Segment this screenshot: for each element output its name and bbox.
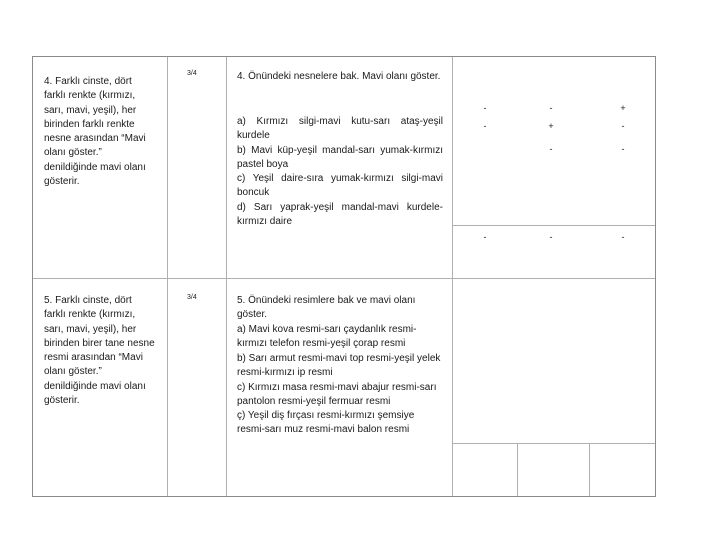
row-divider <box>452 225 655 226</box>
result-mark: - <box>549 144 553 154</box>
result-mark: + <box>620 103 626 113</box>
column-divider <box>589 443 590 496</box>
score-5: 3/4 <box>187 294 197 301</box>
learning-outcome-5: 5. Farklı cinste, dört farklı renkte (kırmızı, sarı, mavi, yeşil), her birinden birer tane nesne resmi arasından “Mavi olanı göster.” denildiğinde mavi olanı gösterir. <box>44 295 155 407</box>
item-4-option-b: b) Mavi küp-yeşil mandal-sarı yumak-kırmızı pastel boya <box>237 145 443 171</box>
row-divider <box>33 278 655 279</box>
column-divider <box>452 57 453 496</box>
item-4-option-a: a) Kırmızı silgi-mavi kutu-sarı ataş-yeşil kurdele <box>237 116 443 142</box>
column-divider <box>226 57 227 496</box>
result-mark: - <box>621 121 625 131</box>
item-5-option-c: c) Kırmızı masa resmi-mavi abajur resmi-sarı pantolon resmi-yeşil fermuar resmi <box>237 382 437 408</box>
item-title-4: 4. Önündeki nesnelere bak. Mavi olanı göster. <box>237 71 441 82</box>
result-mark: - <box>483 121 487 131</box>
item-4-option-c: c) Yeşil daire-sıra yumak-kırmızı silgi-mavi boncuk <box>237 173 443 199</box>
item-title-5: 5. Önündeki resimlere bak ve mavi olanı göster. <box>237 295 416 321</box>
column-divider <box>517 443 518 496</box>
result-mark: - <box>483 103 487 113</box>
item-5-option-b: b) Sarı armut resmi-mavi top resmi-yeşil yelek resmi-kırmızı ip resmi <box>237 353 441 379</box>
result-mark: - <box>621 144 625 154</box>
item-5-option-d: ç) Yeşil diş fırçası resmi-kırmızı şemsiye resmi-sarı muz resmi-mavi balon resmi <box>237 410 415 436</box>
item-4-option-d: d) Sarı yaprak-yeşil mandal-mavi kurdele-kırmızı daire <box>237 202 443 228</box>
row-divider <box>452 443 655 444</box>
result-mark: - <box>549 103 553 113</box>
learning-outcome-4: 4. Farklı cinste, dört farklı renkte (kırmızı, sarı, mavi, yeşil), her birinden farklı renkte nesne arasından “Mavi olanı göster.” denildiğinde mavi olanı gösterir. <box>44 76 146 188</box>
result-mark: - <box>483 232 487 242</box>
result-mark: - <box>549 232 553 242</box>
column-divider <box>167 57 168 496</box>
score-4: 3/4 <box>187 70 197 77</box>
result-mark: - <box>621 232 625 242</box>
item-5-option-a: a) Mavi kova resmi-sarı çaydanlık resmi-kırmızı telefon resmi-yeşil çorap resmi <box>237 324 417 350</box>
result-mark: + <box>548 121 554 131</box>
